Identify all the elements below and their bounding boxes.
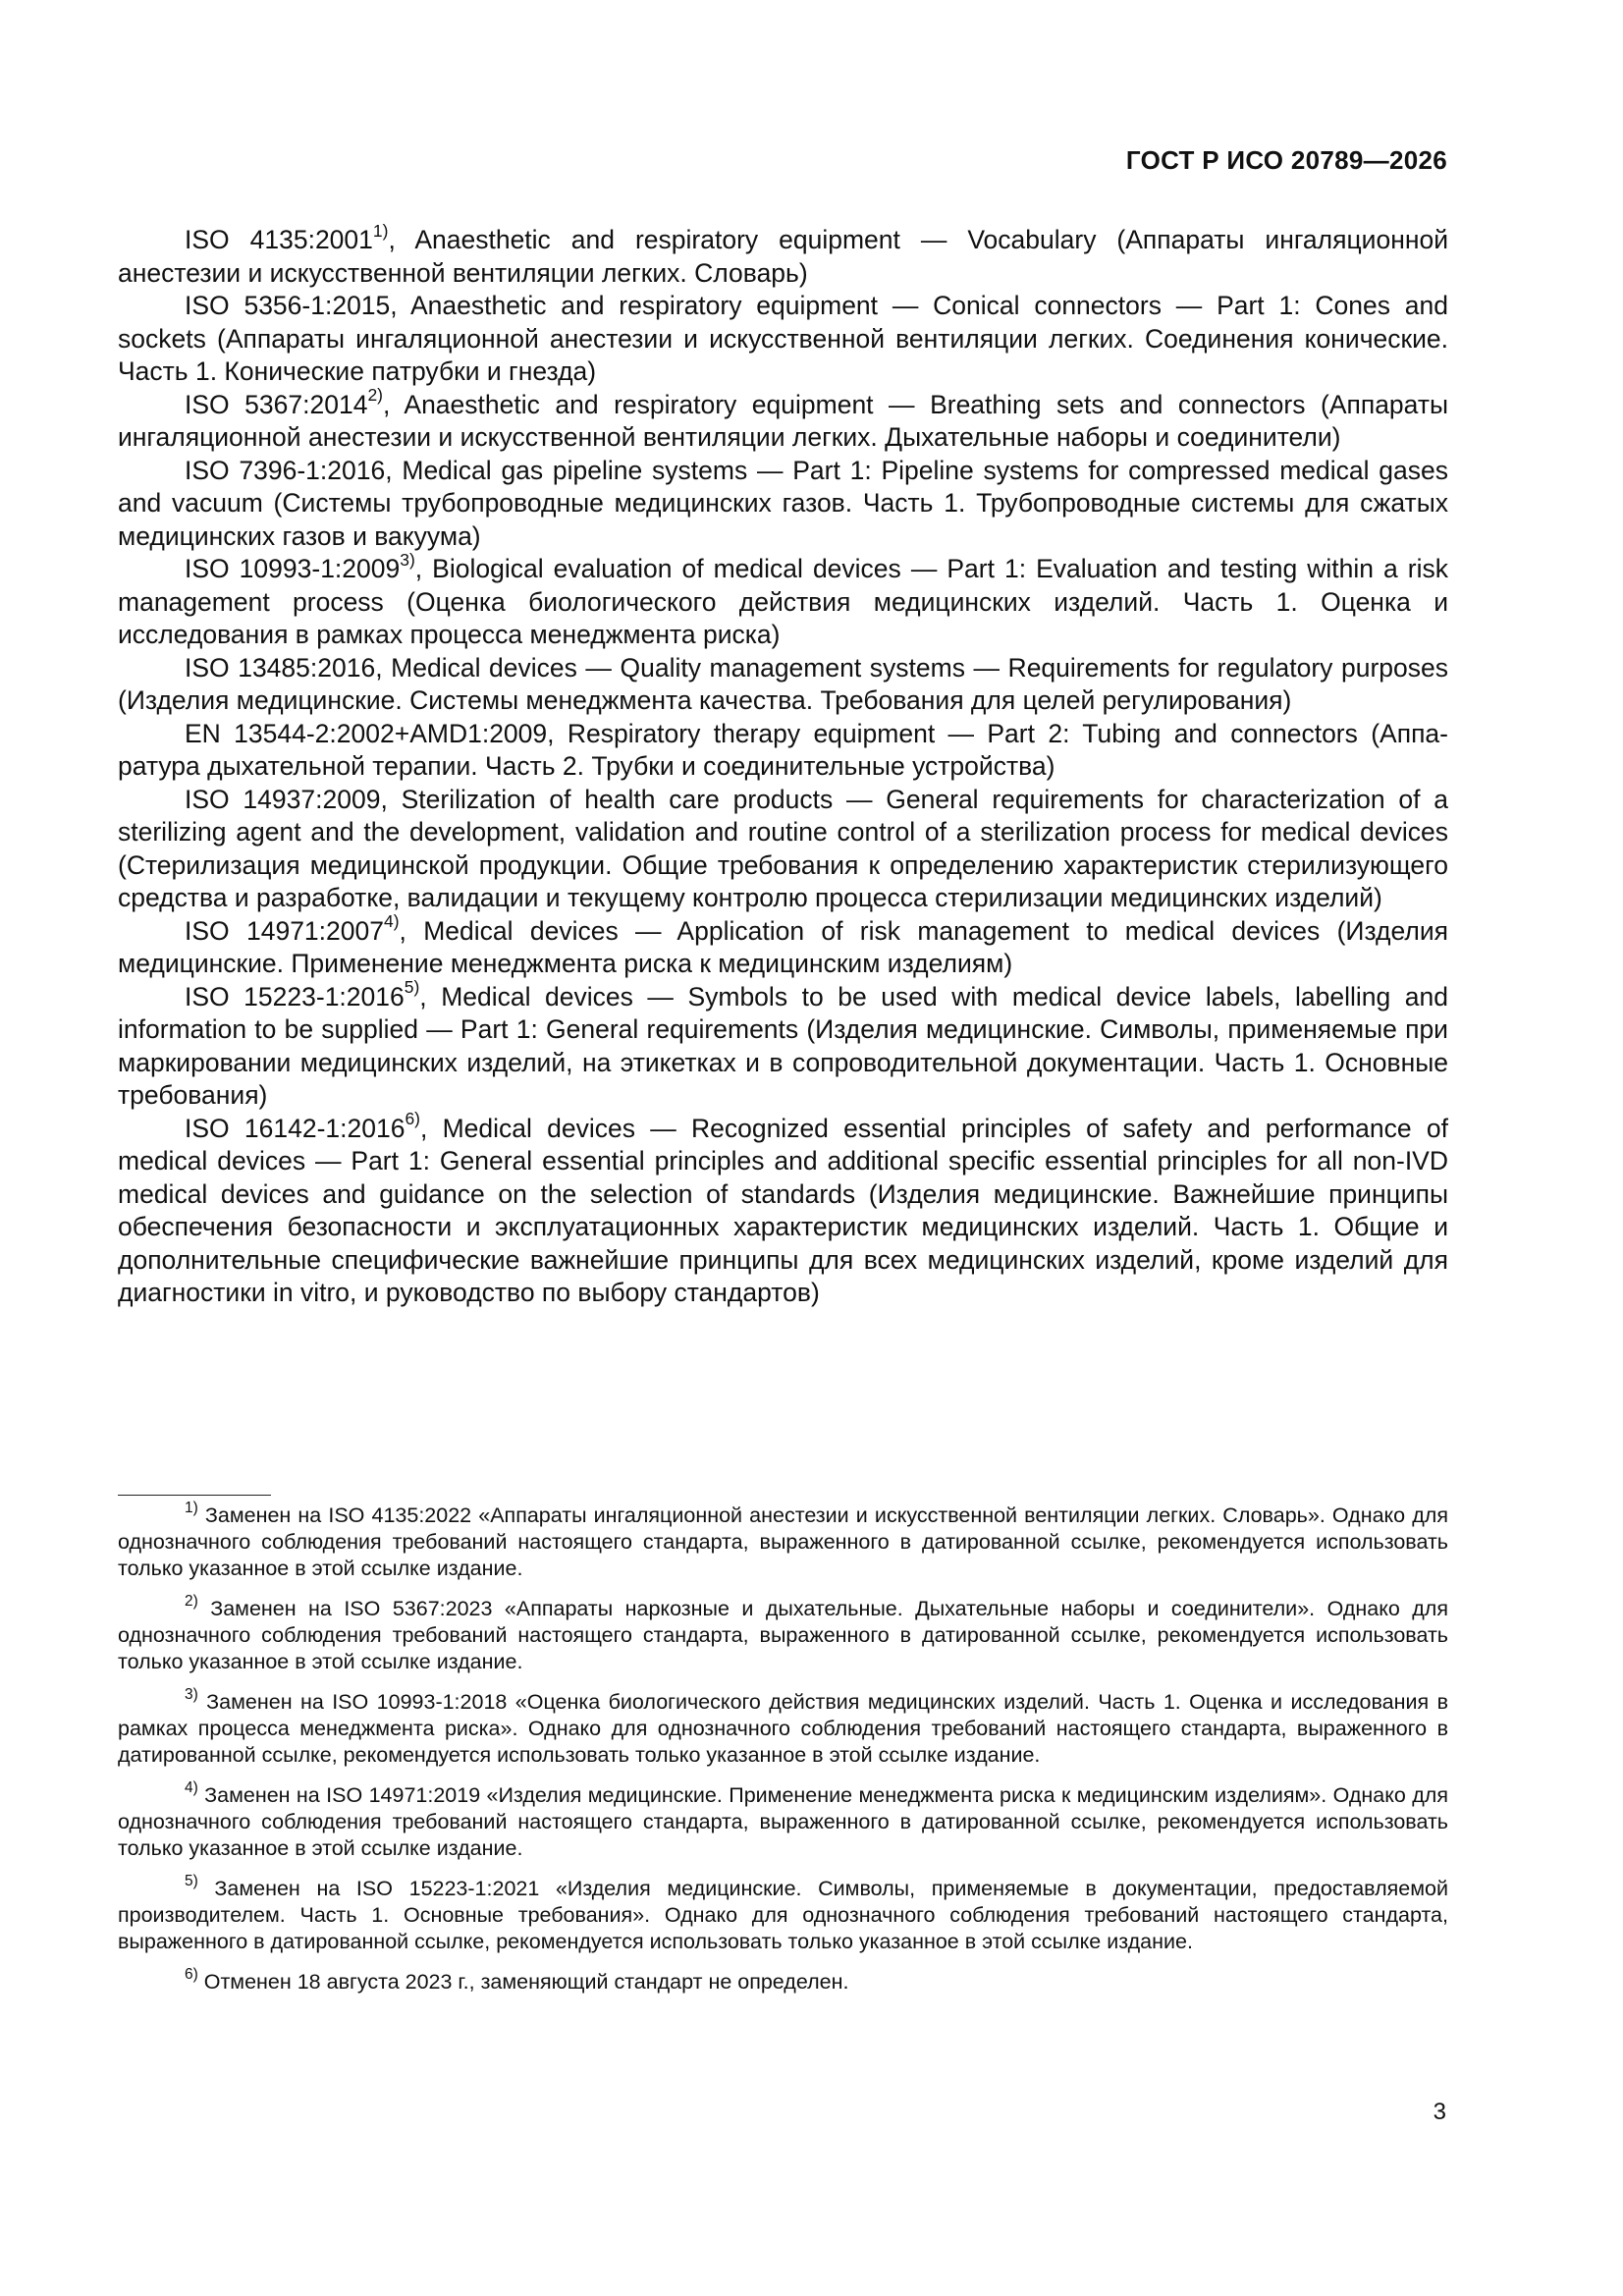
footnote-text: Заменен на ISO 4135:2022 «Аппараты ингаляционной анестезии и искусственной вентиляции легких. Словарь». Однако для однозначного соблюдения требований настоящего стандарта, выраженного в датированной ссылке, рекомендуется использовать только указанное в этой ссылке издание. — [118, 1503, 1448, 1580]
reference-code: EN 13544-2:2002+AMD1:2009 — [185, 718, 548, 748]
reference-code: ISO 14937:2009 — [185, 784, 381, 814]
reference-code: ISO 16142-1:2016 — [185, 1113, 406, 1143]
reference-item — [118, 549, 1448, 652]
footnote-mark: 1) — [185, 1499, 198, 1516]
standard-header: ГОСТ Р ИСО 20789—2026 — [1125, 145, 1447, 175]
footnote-text: Заменен на ISO 5367:2023 «Аппараты наркозные и дыхательные. Дыхательные наборы и соединители». Однако для однозначного соблюдения требований настоящего стандарта, выраженного в датированной ссылке, рекомендуется использовать только указанное в этой ссылке издание. — [118, 1597, 1448, 1673]
footnote-ref[interactable]: 6) — [405, 1109, 420, 1129]
footnote — [118, 1592, 1448, 1675]
footnote-text: Заменен на ISO 15223-1:2021 «Изделия медицинские. Символы, применяемые в документации, предоставляемой производителем. Часть 1. Основные требования». Однако для однозначного соблюдения требований настоящего стандарта, выраженного в датированной ссылке, рекомендуется использовать только указанное в этой ссылке издание. — [118, 1877, 1448, 1953]
footnote — [118, 1965, 1448, 1995]
footnote — [118, 1778, 1448, 1862]
reference-item — [118, 652, 1448, 718]
reference-text: , Anaesthetic and respiratory equipment — Vocabulary (Аппараты ингаляционной анестезии и искусственной вентиляции легких. Словарь) — [118, 225, 1449, 288]
footnote-ref[interactable]: 5) — [404, 977, 420, 998]
reference-code: ISO 14971:2007 — [185, 915, 384, 946]
reference-item — [118, 385, 1449, 455]
reference-text: , Biological evaluation of medical devices — Part 1: Evaluation and testing within a risk management process (Оценка биологического действия медицинских изделий. Часть 1. Оценка и исследования в рамках процесса менеджмента риска) — [118, 554, 1448, 649]
reference-code: ISO 4135:2001 — [185, 225, 373, 254]
reference-text: , Respiratory therapy equipment — Part 2: Tubing and connectors (Аппаратура дыхательной терапии. Часть 2. Трубки и соединительные устройства) — [118, 718, 1448, 781]
reference-item — [118, 718, 1448, 784]
footnote-mark: 6) — [185, 1965, 198, 1983]
reference-text: , Anaesthetic and respiratory equipment — Breathing sets and connectors (Аппараты ингаляционной анестезии и искусственной вентиляции легких. Дыхательные наборы и соединители) — [118, 389, 1449, 452]
reference-text: , Medical gas pipeline systems — Part 1: Pipeline systems for compressed medical gases and vacuum (Системы трубопроводные медицинских газов. Часть 1. Трубопроводные системы для сжатых медицинских газов и вакуума) — [118, 455, 1449, 551]
footnote-mark: 2) — [185, 1592, 198, 1610]
footnote-text: Заменен на ISO 10993-1:2018 «Оценка биологического действия медицинских изделий. Часть 1. Оценка и исследования в рамках процесса менеджмента риска». Однако для однозначного соблюдения требований настоящего стандарта, выраженного в датированной ссылке, рекомендуется использовать только указанное в этой ссылке издание. — [118, 1690, 1448, 1767]
footnote-ref[interactable]: 2) — [367, 385, 383, 406]
reference-item — [118, 977, 1448, 1113]
reference-text: , Sterilization of health care products — General requirements for characterization of a sterilizing agent and the development, validation and routine control of a sterilization process for medical devices (Стерилизация медицинской продукции. Общие требования к определению характеристик стерилизующего средства и разработке, валидации и текущему контролю процесса стерилизации медицинских изделий) — [118, 784, 1448, 912]
footnote-mark: 5) — [185, 1872, 198, 1889]
reference-code: ISO 7396-1:2016 — [185, 455, 386, 485]
footnote-mark: 3) — [185, 1685, 198, 1703]
footnote — [118, 1499, 1448, 1582]
reference-item — [118, 784, 1448, 915]
footnote-text: Отменен 18 августа 2023 г., заменяющий стандарт не определен. — [197, 1970, 849, 1994]
footnotes-section — [118, 1499, 1448, 2009]
footnote-ref[interactable]: 1) — [372, 220, 389, 241]
reference-code: ISO 5356-1:2015 — [185, 291, 391, 320]
page-number: 3 — [1433, 2099, 1446, 2125]
footnote — [118, 1685, 1448, 1769]
reference-code: ISO 13485:2016 — [185, 652, 376, 683]
reference-item — [118, 455, 1448, 554]
reference-item — [118, 290, 1448, 389]
reference-text: , Medical devices — Recognized essential principles of safety and performance of medical devices — Part 1: General essential principles and additional specific essential principles for all non-IVD medical devices and guidance on the selection of standards (Изделия медицинские. Важнейшие принципы обеспечения безопасности и эксплуатационных характеристик медицинских изделий. Часть 1. Общие и дополнительные специфические важнейшие принципы для всех медицинских изделий, кроме изделий для диагностики in vitro, и руководство по выбору стандартов) — [118, 1113, 1448, 1307]
reference-item — [118, 220, 1449, 290]
reference-code: ISO 10993-1:2009 — [185, 554, 401, 583]
footnote-ref[interactable]: 4) — [383, 911, 400, 932]
reference-item — [118, 911, 1448, 981]
reference-text: , Medical devices — Quality management systems — Requirements for regulatory purposes (Изделия медицинские. Системы менеджмента качества. Требования для целей регулирования) — [118, 652, 1448, 715]
normative-references — [118, 220, 1449, 1310]
reference-text: , Medical devices — Application of risk management to medical devices (Изделия медицинские. Применение менеджмента риска к медицинским изделиям) — [118, 915, 1448, 978]
reference-code: ISO 15223-1:2016 — [185, 981, 405, 1011]
footnote-divider — [118, 1495, 271, 1496]
footnote-ref[interactable]: 3) — [400, 549, 415, 570]
reference-code: ISO 5367:2014 — [185, 389, 368, 419]
reference-text: , Medical devices — Symbols to be used with medical device labels, labelling and information to be supplied — Part 1: General requirements (Изделия медицинские. Символы, применяемые при маркировании медицинских изделий, на этикетках и в сопроводительной документации. Часть 1. Основные требования) — [118, 981, 1448, 1110]
reference-text: , Anaesthetic and respiratory equipment — Conical connectors — Part 1: Cones and sockets (Аппараты ингаляционной анестезии и искусственной вентиляции легких. Соединения конические. Часть 1. Конические патрубки и гнезда) — [118, 291, 1448, 386]
reference-item — [118, 1109, 1448, 1310]
footnote-text: Заменен на ISO 14971:2019 «Изделия медицинские. Применение менеджмента риска к медицинским изделиям». Однако для однозначного соблюдения требований настоящего стандарта, выраженного в датированной ссылке, рекомендуется использовать только указанное в этой ссылке издание. — [118, 1783, 1448, 1860]
footnote — [118, 1872, 1448, 1955]
footnote-mark: 4) — [185, 1778, 198, 1796]
